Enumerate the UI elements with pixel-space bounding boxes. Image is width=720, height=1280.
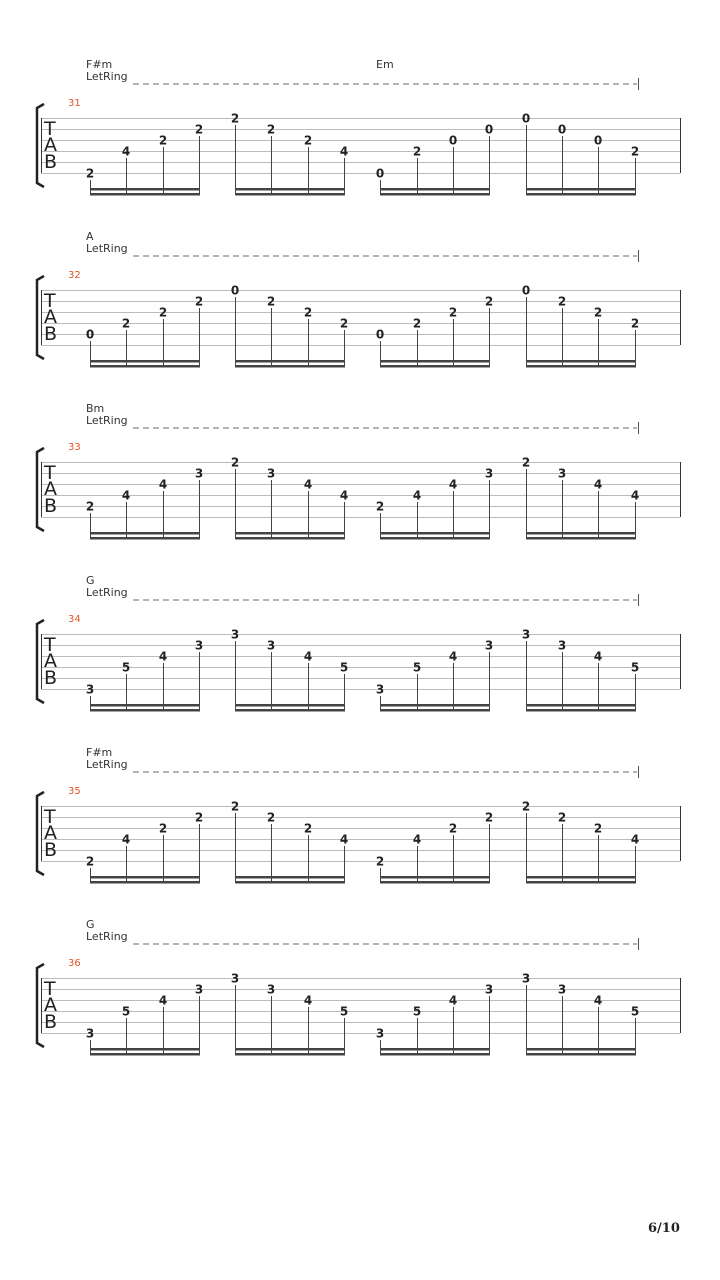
system-brace: [37, 964, 44, 1047]
bar-number: 33: [68, 442, 81, 453]
beam-primary: [235, 188, 345, 191]
bar-number: 35: [68, 786, 81, 797]
beam-primary: [90, 704, 200, 707]
fret-number: 2: [375, 499, 385, 514]
beam-primary: [526, 360, 636, 363]
bar-number: 36: [68, 958, 81, 969]
beam-primary: [380, 704, 490, 707]
fret-number: 2: [85, 854, 95, 869]
fret-number: 2: [412, 144, 422, 159]
beam-primary: [90, 876, 200, 879]
beam-primary: [235, 1048, 345, 1051]
fret-number: 2: [412, 316, 422, 331]
fret-number: 3: [557, 982, 567, 997]
fret-number: 3: [266, 982, 276, 997]
tab-clef-letter: A: [44, 650, 57, 672]
beam-primary: [90, 1048, 200, 1051]
fret-number: 5: [339, 660, 349, 675]
fret-number: 2: [630, 316, 640, 331]
fret-number: 2: [266, 810, 276, 825]
fret-number: 5: [339, 1004, 349, 1019]
beam-secondary: [526, 193, 636, 196]
fret-number: 4: [158, 649, 168, 664]
fret-number: 2: [194, 122, 204, 137]
fret-number: 0: [375, 327, 385, 342]
fret-number: 2: [557, 294, 567, 309]
fret-number: 0: [521, 283, 531, 298]
beam-primary: [380, 1048, 490, 1051]
tab-clef-letter: A: [44, 478, 57, 500]
tab-clef-letter: B: [44, 839, 58, 861]
beam-primary: [235, 876, 345, 879]
fret-number: 0: [593, 133, 603, 148]
beam-primary: [90, 360, 200, 363]
fret-number: 2: [158, 821, 168, 836]
tab-clef-letter: B: [44, 495, 58, 517]
fret-number: 3: [557, 466, 567, 481]
fret-number: 2: [303, 305, 313, 320]
fret-number: 4: [448, 993, 458, 1008]
fret-number: 2: [303, 821, 313, 836]
fret-number: 4: [448, 477, 458, 492]
fret-number: 2: [521, 799, 531, 814]
tab-clef-letter: A: [44, 306, 57, 328]
fret-number: 4: [593, 477, 603, 492]
fret-number: 3: [194, 982, 204, 997]
fret-number: 2: [303, 133, 313, 148]
fret-number: 4: [593, 993, 603, 1008]
beam-secondary: [235, 537, 345, 540]
fret-number: 4: [303, 649, 313, 664]
fret-number: 3: [521, 627, 531, 642]
tab-clef-letter: T: [44, 978, 56, 1000]
tab-clef-letter: A: [44, 994, 57, 1016]
fret-number: 4: [158, 993, 168, 1008]
fret-number: 3: [484, 982, 494, 997]
tab-system: [37, 574, 681, 712]
fret-number: 4: [339, 144, 349, 159]
fret-number: 3: [230, 627, 240, 642]
fret-number: 4: [303, 477, 313, 492]
fret-number: 4: [303, 993, 313, 1008]
fret-number: 5: [412, 1004, 422, 1019]
fret-number: 4: [121, 488, 131, 503]
beam-secondary: [90, 537, 200, 540]
beam-secondary: [380, 1053, 490, 1056]
beam-secondary: [90, 193, 200, 196]
fret-number: 2: [484, 294, 494, 309]
let-ring-label: LetRing: [86, 70, 128, 83]
fret-number: 4: [412, 488, 422, 503]
fret-number: 5: [630, 660, 640, 675]
fret-number: 0: [448, 133, 458, 148]
beam-primary: [526, 532, 636, 535]
page-number: 6/10: [648, 1221, 680, 1236]
fret-number: 2: [85, 499, 95, 514]
fret-number: 3: [85, 1026, 95, 1041]
fret-number: 3: [557, 638, 567, 653]
fret-number: 0: [521, 111, 531, 126]
chord-name: Bm: [86, 402, 105, 415]
tab-system: [37, 230, 681, 368]
bar-number: 32: [68, 270, 81, 281]
fret-number: 3: [230, 971, 240, 986]
fret-number: 3: [375, 1026, 385, 1041]
bar-number: 34: [68, 614, 81, 625]
let-ring-label: LetRing: [86, 242, 128, 255]
beam-primary: [380, 360, 490, 363]
fret-number: 2: [230, 111, 240, 126]
chord-name: Em: [376, 58, 394, 71]
fret-number: 0: [557, 122, 567, 137]
tab-system: [37, 402, 681, 540]
fret-number: 4: [339, 832, 349, 847]
tab-clef-letter: A: [44, 134, 57, 156]
chord-name: A: [86, 230, 94, 243]
fret-number: 2: [121, 316, 131, 331]
bar-number: 31: [68, 98, 81, 109]
fret-number: 2: [630, 144, 640, 159]
beam-secondary: [526, 537, 636, 540]
tab-clef-letter: B: [44, 667, 58, 689]
system-brace: [37, 620, 44, 703]
fret-number: 2: [448, 305, 458, 320]
beam-secondary: [380, 537, 490, 540]
fret-number: 3: [266, 466, 276, 481]
beam-secondary: [526, 709, 636, 712]
beam-primary: [380, 876, 490, 879]
tab-system: [37, 746, 681, 884]
fret-number: 4: [121, 144, 131, 159]
fret-number: 4: [448, 649, 458, 664]
fret-number: 3: [194, 466, 204, 481]
beam-secondary: [90, 1053, 200, 1056]
tab-clef-letter: B: [44, 151, 58, 173]
let-ring-label: LetRing: [86, 930, 128, 943]
fret-number: 3: [266, 638, 276, 653]
tab-clef-letter: T: [44, 806, 56, 828]
beam-secondary: [235, 709, 345, 712]
fret-number: 2: [521, 455, 531, 470]
system-brace: [37, 276, 44, 359]
fret-number: 3: [484, 466, 494, 481]
tab-system: [37, 58, 681, 196]
beam-secondary: [235, 193, 345, 196]
beam-secondary: [235, 1053, 345, 1056]
tab-system: [37, 918, 681, 1056]
let-ring-label: LetRing: [86, 758, 128, 771]
beam-primary: [90, 188, 200, 191]
tab-clef-letter: T: [44, 634, 56, 656]
beam-primary: [526, 1048, 636, 1051]
fret-number: 4: [593, 649, 603, 664]
fret-number: 0: [230, 283, 240, 298]
fret-number: 4: [158, 477, 168, 492]
tab-clef-letter: B: [44, 1011, 58, 1033]
fret-number: 2: [375, 854, 385, 869]
beam-primary: [526, 188, 636, 191]
system-brace: [37, 792, 44, 875]
beam-primary: [526, 876, 636, 879]
fret-number: 4: [121, 832, 131, 847]
fret-number: 4: [412, 832, 422, 847]
fret-number: 2: [266, 294, 276, 309]
fret-number: 5: [121, 660, 131, 675]
beam-secondary: [380, 365, 490, 368]
let-ring-label: LetRing: [86, 586, 128, 599]
fret-number: 4: [630, 832, 640, 847]
tab-clef-letter: B: [44, 323, 58, 345]
system-brace: [37, 104, 44, 187]
beam-secondary: [380, 881, 490, 884]
let-ring-label: LetRing: [86, 414, 128, 427]
fret-number: 2: [85, 166, 95, 181]
beam-secondary: [90, 881, 200, 884]
fret-number: 2: [158, 133, 168, 148]
beam-primary: [380, 188, 490, 191]
beam-primary: [235, 360, 345, 363]
fret-number: 2: [448, 821, 458, 836]
beam-secondary: [380, 193, 490, 196]
beam-secondary: [380, 709, 490, 712]
beam-secondary: [235, 881, 345, 884]
fret-number: 2: [230, 799, 240, 814]
fret-number: 5: [630, 1004, 640, 1019]
fret-number: 2: [593, 821, 603, 836]
fret-number: 2: [339, 316, 349, 331]
fret-number: 4: [339, 488, 349, 503]
beam-secondary: [526, 1053, 636, 1056]
beam-primary: [235, 704, 345, 707]
fret-number: 2: [230, 455, 240, 470]
tab-clef-letter: T: [44, 462, 56, 484]
fret-number: 0: [484, 122, 494, 137]
fret-number: 0: [85, 327, 95, 342]
beam-secondary: [90, 709, 200, 712]
system-brace: [37, 448, 44, 531]
beam-secondary: [526, 881, 636, 884]
fret-number: 2: [593, 305, 603, 320]
beam-primary: [90, 532, 200, 535]
chord-name: G: [86, 918, 95, 931]
fret-number: 2: [484, 810, 494, 825]
chord-name: G: [86, 574, 95, 587]
fret-number: 3: [194, 638, 204, 653]
fret-number: 2: [194, 810, 204, 825]
tab-clef-letter: A: [44, 822, 57, 844]
beam-primary: [235, 532, 345, 535]
beam-primary: [526, 704, 636, 707]
fret-number: 2: [158, 305, 168, 320]
fret-number: 4: [630, 488, 640, 503]
fret-number: 2: [266, 122, 276, 137]
fret-number: 0: [375, 166, 385, 181]
beam-secondary: [526, 365, 636, 368]
fret-number: 5: [412, 660, 422, 675]
beam-secondary: [90, 365, 200, 368]
fret-number: 3: [375, 682, 385, 697]
fret-number: 5: [121, 1004, 131, 1019]
chord-name: F#m: [86, 58, 113, 71]
tab-clef-letter: T: [44, 290, 56, 312]
chord-name: F#m: [86, 746, 113, 759]
tab-clef-letter: T: [44, 118, 56, 140]
fret-number: 2: [194, 294, 204, 309]
fret-number: 3: [484, 638, 494, 653]
beam-primary: [380, 532, 490, 535]
beam-secondary: [235, 365, 345, 368]
fret-number: 2: [557, 810, 567, 825]
fret-number: 3: [521, 971, 531, 986]
fret-number: 3: [85, 682, 95, 697]
